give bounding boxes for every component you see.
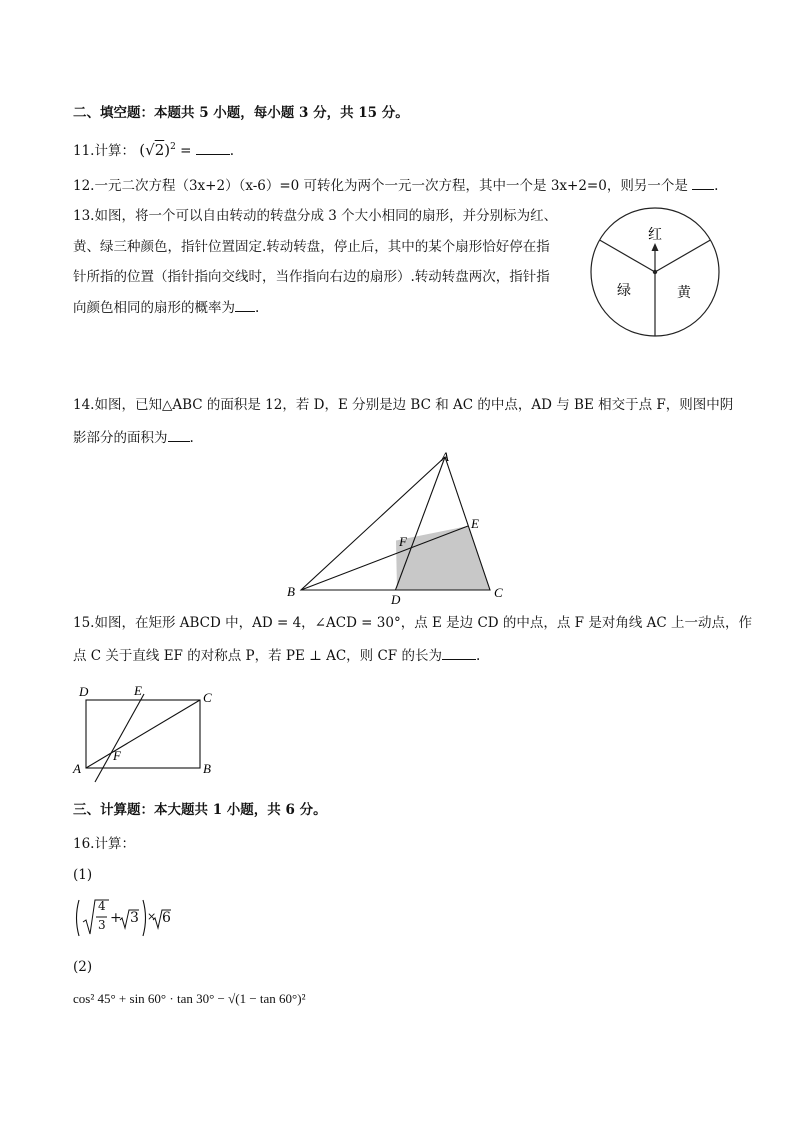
spinner-wheel-figure — [588, 206, 724, 342]
sqrt-3-value: 3 — [130, 910, 139, 926]
sqrt-6-value: 6 — [162, 910, 171, 926]
section-header-fill-in: 二、填空题：本题共 5 小题，每小题 3 分，共 15 分。 — [73, 105, 409, 121]
question-14-line-2: 影部分的面积为 . — [73, 430, 194, 446]
right-paren — [143, 900, 146, 936]
point-label-c: C — [203, 690, 212, 705]
frac-denominator: 3 — [98, 918, 106, 932]
question-11: 11.计算： $(√2)^2$ = . — [73, 141, 235, 159]
frac-numerator: 4 — [98, 899, 106, 913]
wheel-label-green: 绿 — [617, 284, 631, 299]
section-header-calculation: 三、计算题：本大题共 1 小题，共 6 分。 — [73, 802, 327, 818]
q13-answer-blank[interactable] — [235, 298, 255, 312]
triangle-abc-figure — [284, 446, 510, 608]
point-label-f: F — [399, 534, 407, 549]
q12-answer-blank[interactable] — [692, 176, 714, 190]
question-16-label: 16.计算： — [73, 836, 135, 852]
q14-answer-blank[interactable] — [168, 428, 190, 442]
point-label-e: E — [471, 516, 479, 531]
q11-expression: $(√2)^2$ — [139, 141, 176, 159]
rectangle-abcd-figure — [70, 680, 220, 784]
times-sign: × — [147, 910, 157, 923]
plus-sign: + — [110, 910, 122, 926]
q11-equals: = — [180, 143, 192, 159]
point-label-c: C — [494, 585, 503, 600]
point-label-e: E — [134, 683, 142, 698]
diagonal-ac — [86, 700, 200, 768]
point-label-d: D — [391, 592, 401, 607]
wheel-pivot — [653, 270, 657, 274]
point-label-d: D — [79, 684, 89, 699]
q13-line-3: 针所指的位置（指针指向交线时，当作指向右边的扇形）.转动转盘两次，指针指 — [73, 269, 550, 285]
point-label-a: A — [441, 449, 449, 464]
q16-part-2-label: (2) — [73, 959, 93, 975]
question-15-line-2: 点 C 关于直线 EF 的对称点 P，若 PE ⊥ AC，则 CF 的长为 . — [73, 648, 481, 664]
q16-part-2-expression: cos² 45° + sin 60° · tan 30° − √(1 − tan 60°)² — [73, 991, 306, 1006]
wheel-label-yellow: 黄 — [677, 286, 691, 301]
wheel-label-red: 红 — [648, 228, 662, 243]
question-12: 12.一元二次方程（3x+2）（x-6）=0 可转化为两个一元一次方程，其中一个是 3x+2=0，则另一个是 . — [73, 178, 719, 194]
q11-label: 11.计算： — [73, 143, 135, 159]
q16-part-1-radicals — [73, 896, 173, 940]
q11-answer-blank[interactable] — [196, 141, 230, 155]
left-paren — [77, 900, 80, 936]
question-15-line-1: 15.如图，在矩形 ABCD 中，AD = 4，∠ACD = 30°，点 E 是边 CD 的中点，点 F 是对角线 AC 上一动点，作 — [73, 615, 753, 631]
point-label-a: A — [73, 761, 81, 776]
q15-answer-blank[interactable] — [442, 646, 476, 660]
q13-line-2: 黄、绿三种颜色，指针位置固定.转动转盘，停止后，其中的某个扇形恰好停在指 — [73, 238, 550, 255]
q13-line-4: 向颜色相同的扇形的概率为 . — [73, 299, 260, 316]
question-13 — [73, 201, 568, 323]
question-14-line-1: 14.如图，已知△ABC 的面积是 12，若 D，E 分别是边 BC 和 AC 的中点，AD 与 BE 相交于点 F，则图中阴 — [73, 397, 734, 413]
point-label-b: B — [287, 584, 295, 599]
q13-line-1: 13.如图，将一个可以自由转动的转盘分成 3 个大小相同的扇形，并分别标为红、 — [73, 208, 558, 224]
point-label-b: B — [203, 761, 211, 776]
q16-part-1-label: (1) — [73, 867, 93, 883]
q12-text: 12.一元二次方程（3x+2）（x-6）=0 可转化为两个一元一次方程，其中一个是 3x+2=0，则另一个是 — [73, 178, 688, 194]
point-label-f: F — [113, 748, 121, 763]
